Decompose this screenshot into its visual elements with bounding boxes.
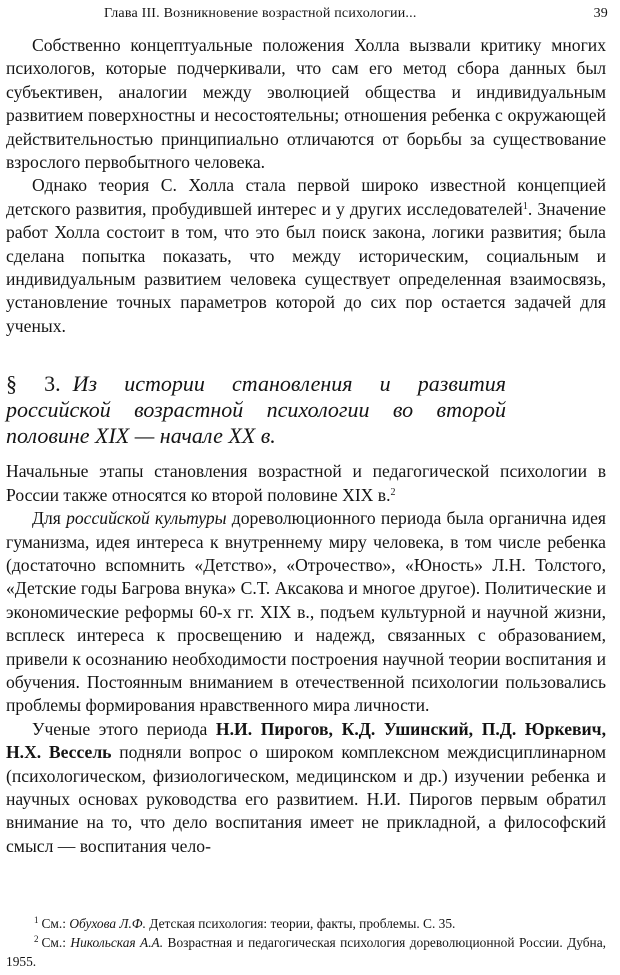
paragraph-initial-stages bbox=[6, 460, 606, 507]
section-heading bbox=[6, 371, 606, 449]
paragraph-russian-culture bbox=[6, 507, 606, 718]
footnotes bbox=[6, 914, 606, 971]
footnote-2-author: Никольская А.А. bbox=[70, 935, 164, 950]
section-symbol: § 3. bbox=[6, 371, 61, 397]
paragraph-scholars bbox=[6, 718, 606, 858]
paragraph-hall-theory-part-b: . Значение работ Холла состоит в том, что это был поиск закона, логики развития; была сделана попытка показать, что между историческим, социальным и индивидуальным развитием человека существует определенная взаимосвязь, установление точных параметров которой до сих пор остается задачей для ученых. bbox=[6, 198, 606, 336]
page-number: 39 bbox=[593, 6, 608, 21]
footnote-2-text: Возрастная и педагогическая психология дореволюционной России. Дубна, 1955. bbox=[6, 935, 607, 969]
footnote-2-prefix: См.: bbox=[41, 935, 71, 950]
footnote-1-author: Обухова Л.Ф. bbox=[69, 916, 146, 931]
paragraph-hall-theory bbox=[6, 174, 606, 338]
spacer bbox=[6, 449, 606, 460]
footnote-1 bbox=[6, 914, 606, 933]
paragraph-hall-theory-part-a: Однако теория С. Холла стала первой широко известной концепцией детского развития, пробудившей интерес и у других исследователей bbox=[6, 175, 606, 219]
footnote-2-number: 2 bbox=[34, 934, 39, 944]
scholar-names: Н.И. Пирогов, К.Д. Ушинский, П.Д. Юркевич, Н.Х. Вессель bbox=[6, 718, 606, 763]
footnote-1-text: Детская психология: теории, факты, проблемы. С. 35. bbox=[145, 916, 456, 931]
paragraph-hall-criticism: Собственно концептуальные положения Холла вызвали критику многих психологов, которые подчеркивали, что сам его метод сбора данных был субъективен, аналогии между эволюцией общества и индивидуальным развитием поверхностны и несостоятельны; отношения ребенка с окружающей действительностью принципиально отличаются от борьбы за существование взрослого первобытного человека. bbox=[6, 35, 606, 173]
footnote-ref-1[interactable]: 1 bbox=[522, 200, 528, 212]
paragraph-scholars-part-b: подняли вопрос о широком комплексном междисциплинарном (психологическом, физиологическом, медицинском и др.) изучении ребенка и научных основах руководства его развитием. Н.И. Пирогов первым обратил внимание на то, что дело воспитания имеет не прикладной, а философский смысл — воспитания чело- bbox=[6, 742, 606, 856]
spacer bbox=[6, 338, 606, 371]
paragraph-scholars-part-a: Ученые этого периода bbox=[32, 718, 216, 739]
paragraph-russian-culture-part-b: дореволюционного периода была органична идея гуманизма, идея интереса к внутреннему миру человека, в том числе ребенка (достаточно вспомнить «Детство», «Отрочество», «Юность» Л.Н. Толстого, «Детские годы Багрова внука» С.Т. Аксакова и многое другое). Политические и экономические реформы 60-х гг. XIX в., подъем культурной и научной жизни, всплеск интереса к просвещению и надежд, связанных с образованием, привели к осознанию необходимости построения научной теории воспитания и обучения. Постоянным вниманием в отечественной психологии пользовались проблемы формирования нравственного мира личности. bbox=[6, 508, 606, 716]
emphasis-russian-culture: российской культуры bbox=[66, 508, 227, 529]
paragraph-russian-culture-part-a: Для bbox=[32, 508, 67, 529]
footnote-1-number: 1 bbox=[34, 915, 39, 925]
running-header bbox=[0, 6, 620, 26]
header-title: Глава III. Возникновение возрастной психологии... bbox=[104, 6, 417, 21]
main-text bbox=[6, 34, 606, 858]
footnote-1-prefix: См.: bbox=[41, 916, 70, 931]
footnote-2 bbox=[6, 933, 606, 971]
section-title: Из истории становления и развития российской возрастной психологии во второй половине XIX — начале XX в. bbox=[6, 371, 506, 449]
paragraph-initial-stages-text: Начальные этапы становления возрастной и педагогической психологии в России также относятся ко второй половине XIX в. bbox=[6, 461, 606, 505]
footnote-ref-2[interactable]: 2 bbox=[390, 486, 396, 498]
